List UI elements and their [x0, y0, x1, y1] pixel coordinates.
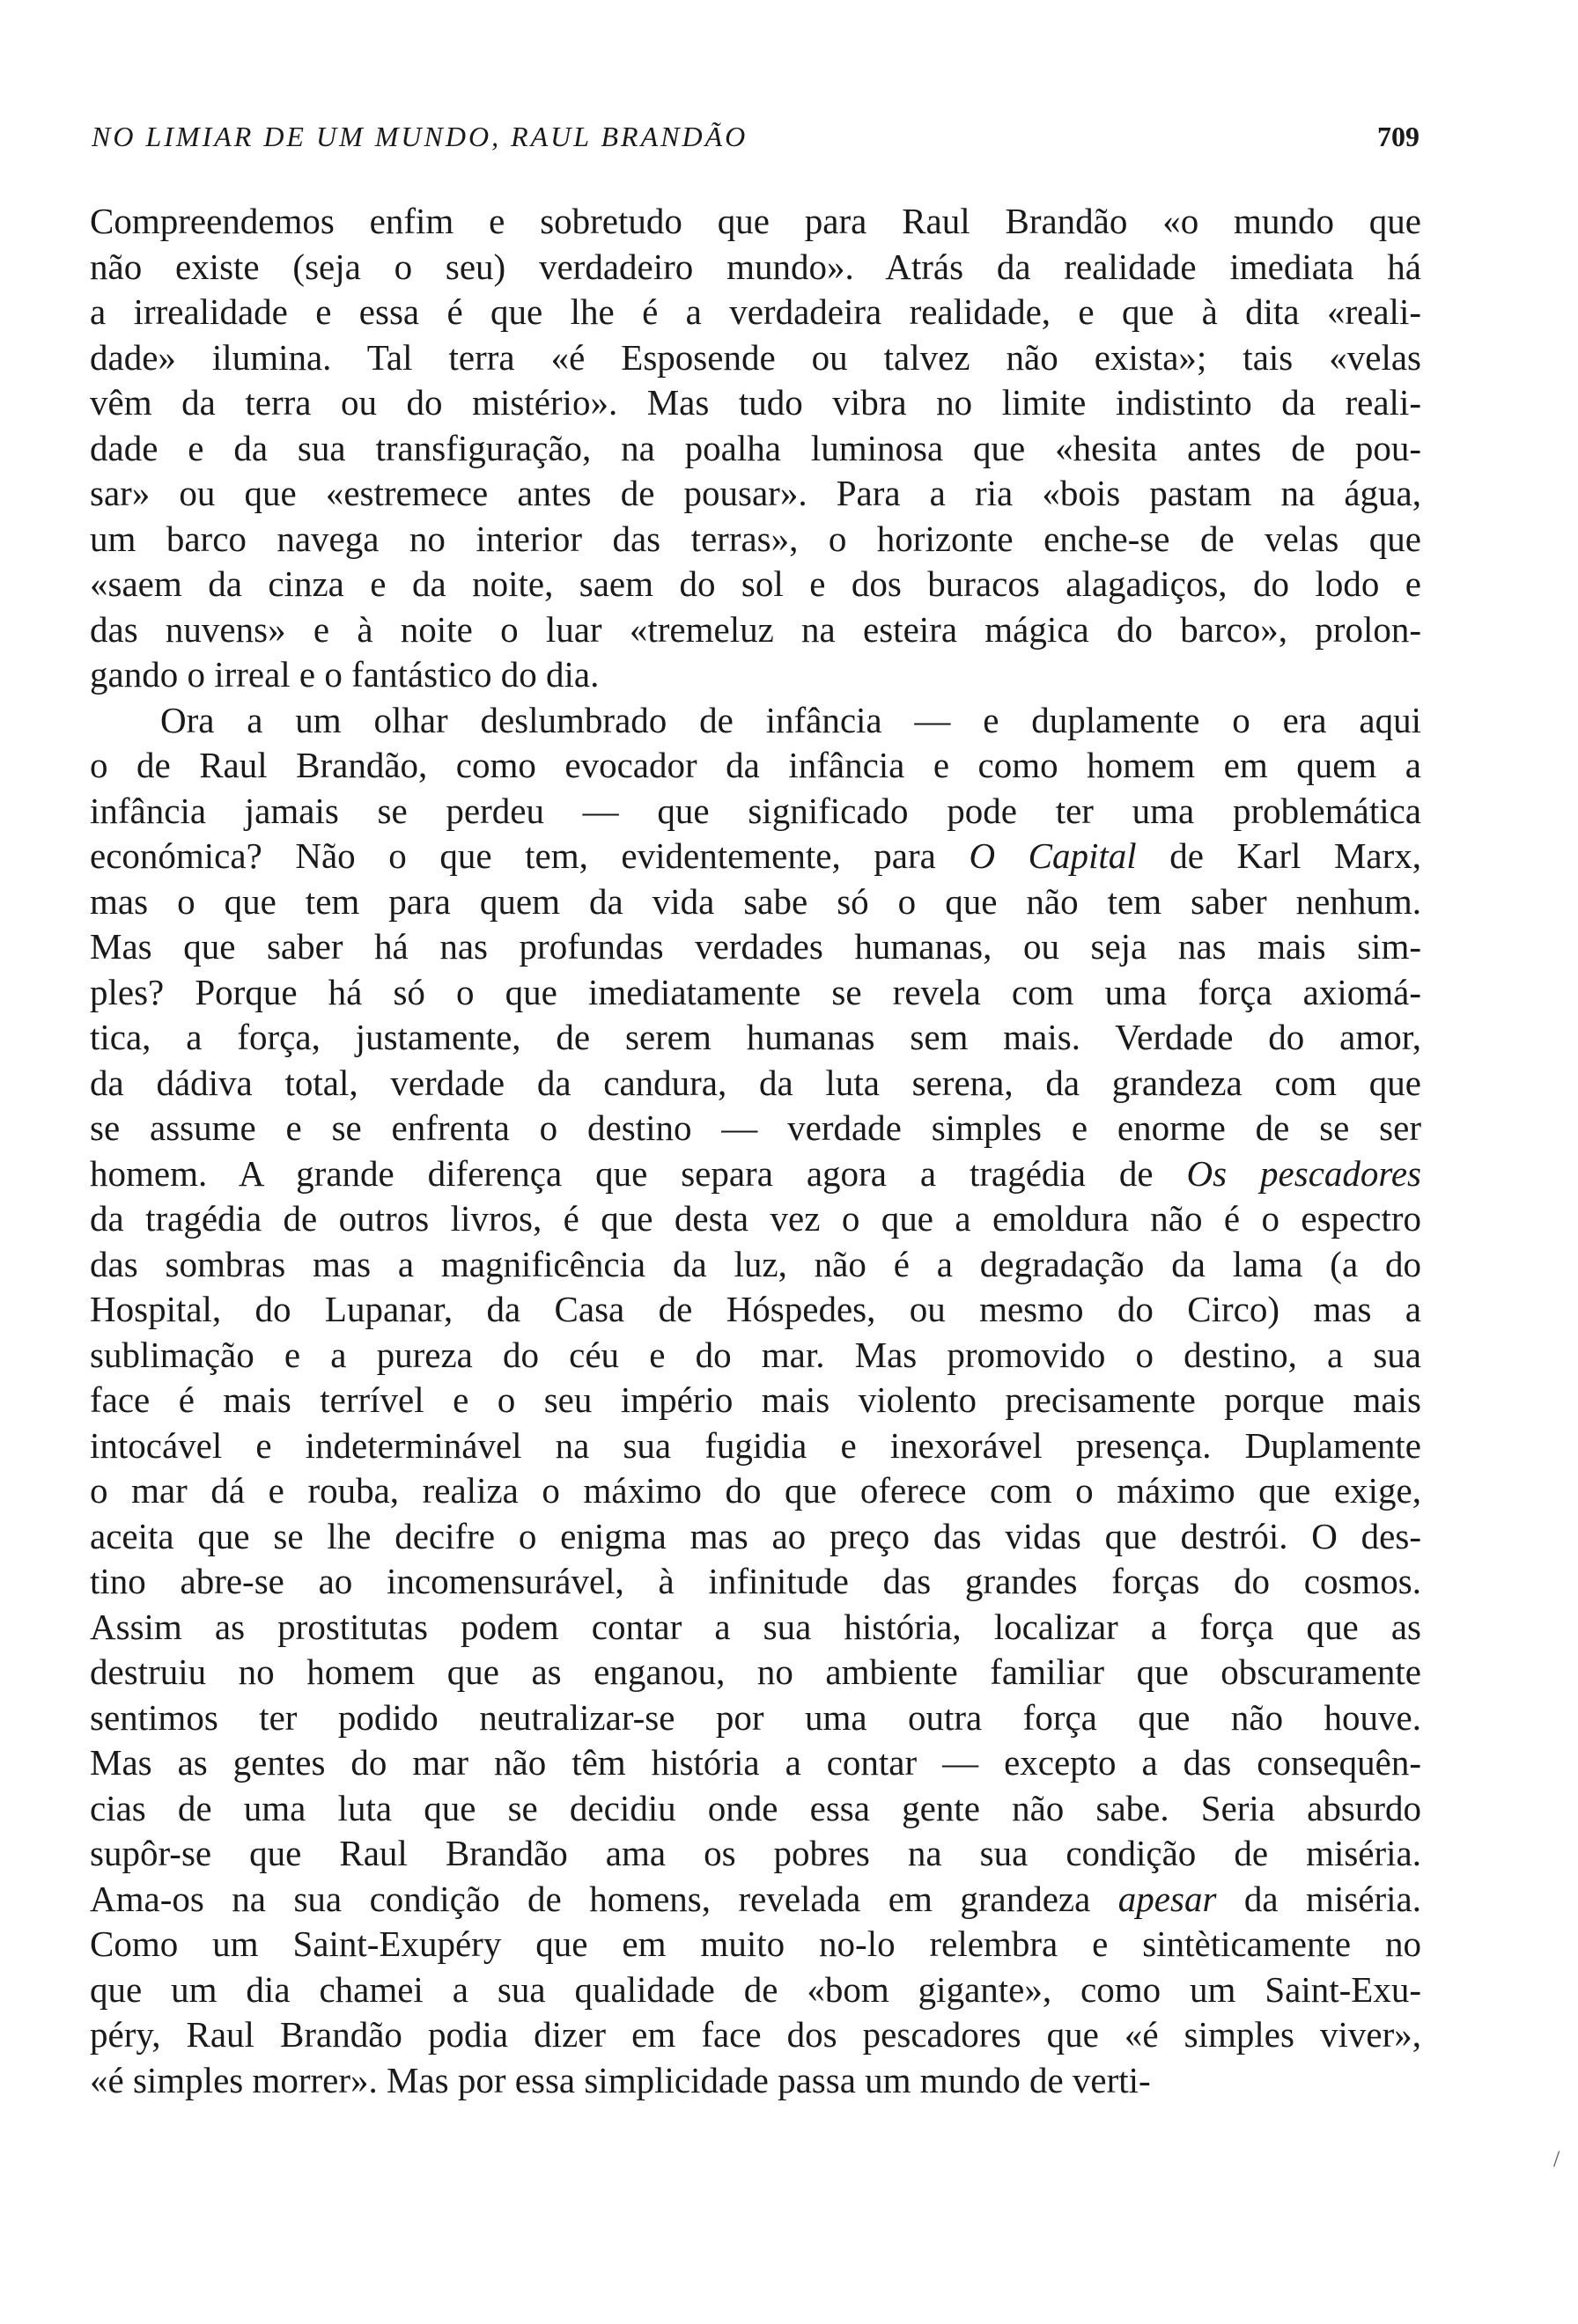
text-line: um barco navega no interior das terras», o horizonte enche-se de velas que: [90, 518, 1421, 559]
text-line: tino abre-se ao incomensurável, à infinitude das grandes forças do cosmos.: [90, 1561, 1421, 1601]
text-line: Assim as prostitutas podem contar a sua história, localizar a força que as: [90, 1606, 1421, 1647]
text-line: Mas as gentes do mar não têm história a contar — excepto a das consequên-: [90, 1742, 1421, 1783]
text-line: não existe (seja o seu) verdadeiro mundo». Atrás da realidade imediata há: [90, 246, 1421, 287]
text-line: dade e da sua transfiguração, na poalha luminosa que «hesita antes de pou-: [90, 427, 1421, 468]
text-line: «é simples morrer». Mas por essa simplicidade passa um mundo de verti-: [90, 2059, 1151, 2100]
italic-title: O Capital: [969, 835, 1137, 876]
text-line: vêm da terra ou do mistério». Mas tudo vibra no limite indistinto da reali-: [90, 382, 1421, 423]
page-number: 709: [1377, 121, 1419, 152]
italic-title: Os pescadores: [1186, 1152, 1421, 1194]
text-line: ples? Porque há só o que imediatamente se revela com uma força axiomá-: [90, 971, 1421, 1012]
text-line: [90, 1151, 1421, 1197]
text-line: Mas que saber há nas profundas verdades humanas, ou seja nas mais sim-: [90, 926, 1421, 967]
body-text: [90, 199, 1421, 2103]
text-line: se assume e se enfrenta o destino — verdade simples e enorme de se ser: [90, 1107, 1421, 1148]
text-segment: Ama-os na sua condição de homens, revelada em grandeza: [90, 1878, 1118, 1919]
text-line: da dádiva total, verdade da candura, da luta serena, da grandeza com que: [90, 1062, 1421, 1103]
text-line: dade» ilumina. Tal terra «é Esposende ou talvez não exista»; tais «velas: [90, 336, 1421, 378]
text-line: face é mais terrível e o seu império mais violento precisamente porque mais: [90, 1379, 1421, 1420]
text-line: o mar dá e rouba, realiza o máximo do que oferece com o máximo que exige,: [90, 1470, 1421, 1511]
text-line: que um dia chamei a sua qualidade de «bom gigante», como um Saint-Exu-: [90, 1968, 1421, 2010]
text-line: sar» ou que «estremece antes de pousar». Para a ria «bois pastam na água,: [90, 473, 1421, 513]
text-line: intocável e indeterminável na sua fugidia e inexorável presença. Duplamente: [90, 1424, 1421, 1466]
running-title: NO LIMIAR DE UM MUNDO, RAUL BRANDÃO: [92, 121, 748, 152]
text-line: Como um Saint-Exupéry que em muito no-lo relembra e sintèticamente no: [90, 1923, 1421, 1964]
text-line: [90, 834, 1421, 879]
text-line: cias de uma luta que se decidiu onde essa gente não sabe. Seria absurdo: [90, 1787, 1421, 1828]
text-segment: da miséria.: [1216, 1878, 1421, 1919]
text-line: das sombras mas a magnificência da luz, não é a degradação da lama (a do: [90, 1243, 1421, 1284]
running-head: [92, 114, 1419, 158]
text-line: sublimação e a pureza do céu e do mar. Mas promovido o destino, a sua: [90, 1334, 1421, 1375]
text-line: tica, a força, justamente, de serem humanas sem mais. Verdade do amor,: [90, 1017, 1421, 1057]
text-line: Ora a um olhar deslumbrado de infância — e duplamente o era aqui: [160, 699, 1421, 740]
text-line: mas o que tem para quem da vida sabe só o que não tem saber nenhum.: [90, 880, 1421, 922]
text-line: Hospital, do Lupanar, da Casa de Hóspedes, ou mesmo do Circo) mas a: [90, 1289, 1421, 1329]
text-line: gando o irreal e o fantástico do dia.: [90, 654, 600, 695]
text-line: infância jamais se perdeu — que significado pode ter uma problemática: [90, 790, 1421, 831]
text-segment: homem. A grande diferença que separa agora a tragédia de: [90, 1152, 1187, 1194]
text-line: aceita que se lhe decifre o enigma mas ao preço das vidas que destrói. O des-: [90, 1515, 1421, 1556]
text-line: sentimos ter podido neutralizar-se por uma outra força que não houve.: [90, 1696, 1421, 1738]
text-segment: económica? Não o que tem, evidentemente, para: [90, 835, 970, 876]
text-line: da tragédia de outros livros, é que desta vez o que a emoldura não é o espectro: [90, 1198, 1421, 1239]
text-line: o de Raul Brandão, como evocador da infância e como homem em quem a: [90, 745, 1421, 785]
text-line: a irrealidade e essa é que lhe é a verdadeira realidade, e que à dita «reali-: [90, 291, 1421, 332]
text-line: destruiu no homem que as enganou, no ambiente familiar que obscuramente: [90, 1651, 1421, 1692]
text-line: Compreendemos enfim e sobretudo que para Raul Brandão «o mundo que: [90, 201, 1421, 241]
text-line: supôr-se que Raul Brandão ama os pobres na sua condição de miséria.: [90, 1833, 1421, 1873]
text-line: das nuvens» e à noite o luar «tremeluz na esteira mágica do barco», prolon-: [90, 608, 1421, 650]
text-line: péry, Raul Brandão podia dizer em face dos pescadores que «é simples viver»,: [90, 2014, 1421, 2055]
text-line: «saem da cinza e da noite, saem do sol e dos buracos alagadiços, do lodo e: [90, 563, 1421, 604]
margin-mark: /: [1553, 2146, 1560, 2172]
text-segment: de Karl Marx,: [1136, 835, 1422, 876]
italic-title: apesar: [1117, 1878, 1217, 1919]
text-line: [90, 1877, 1421, 1923]
